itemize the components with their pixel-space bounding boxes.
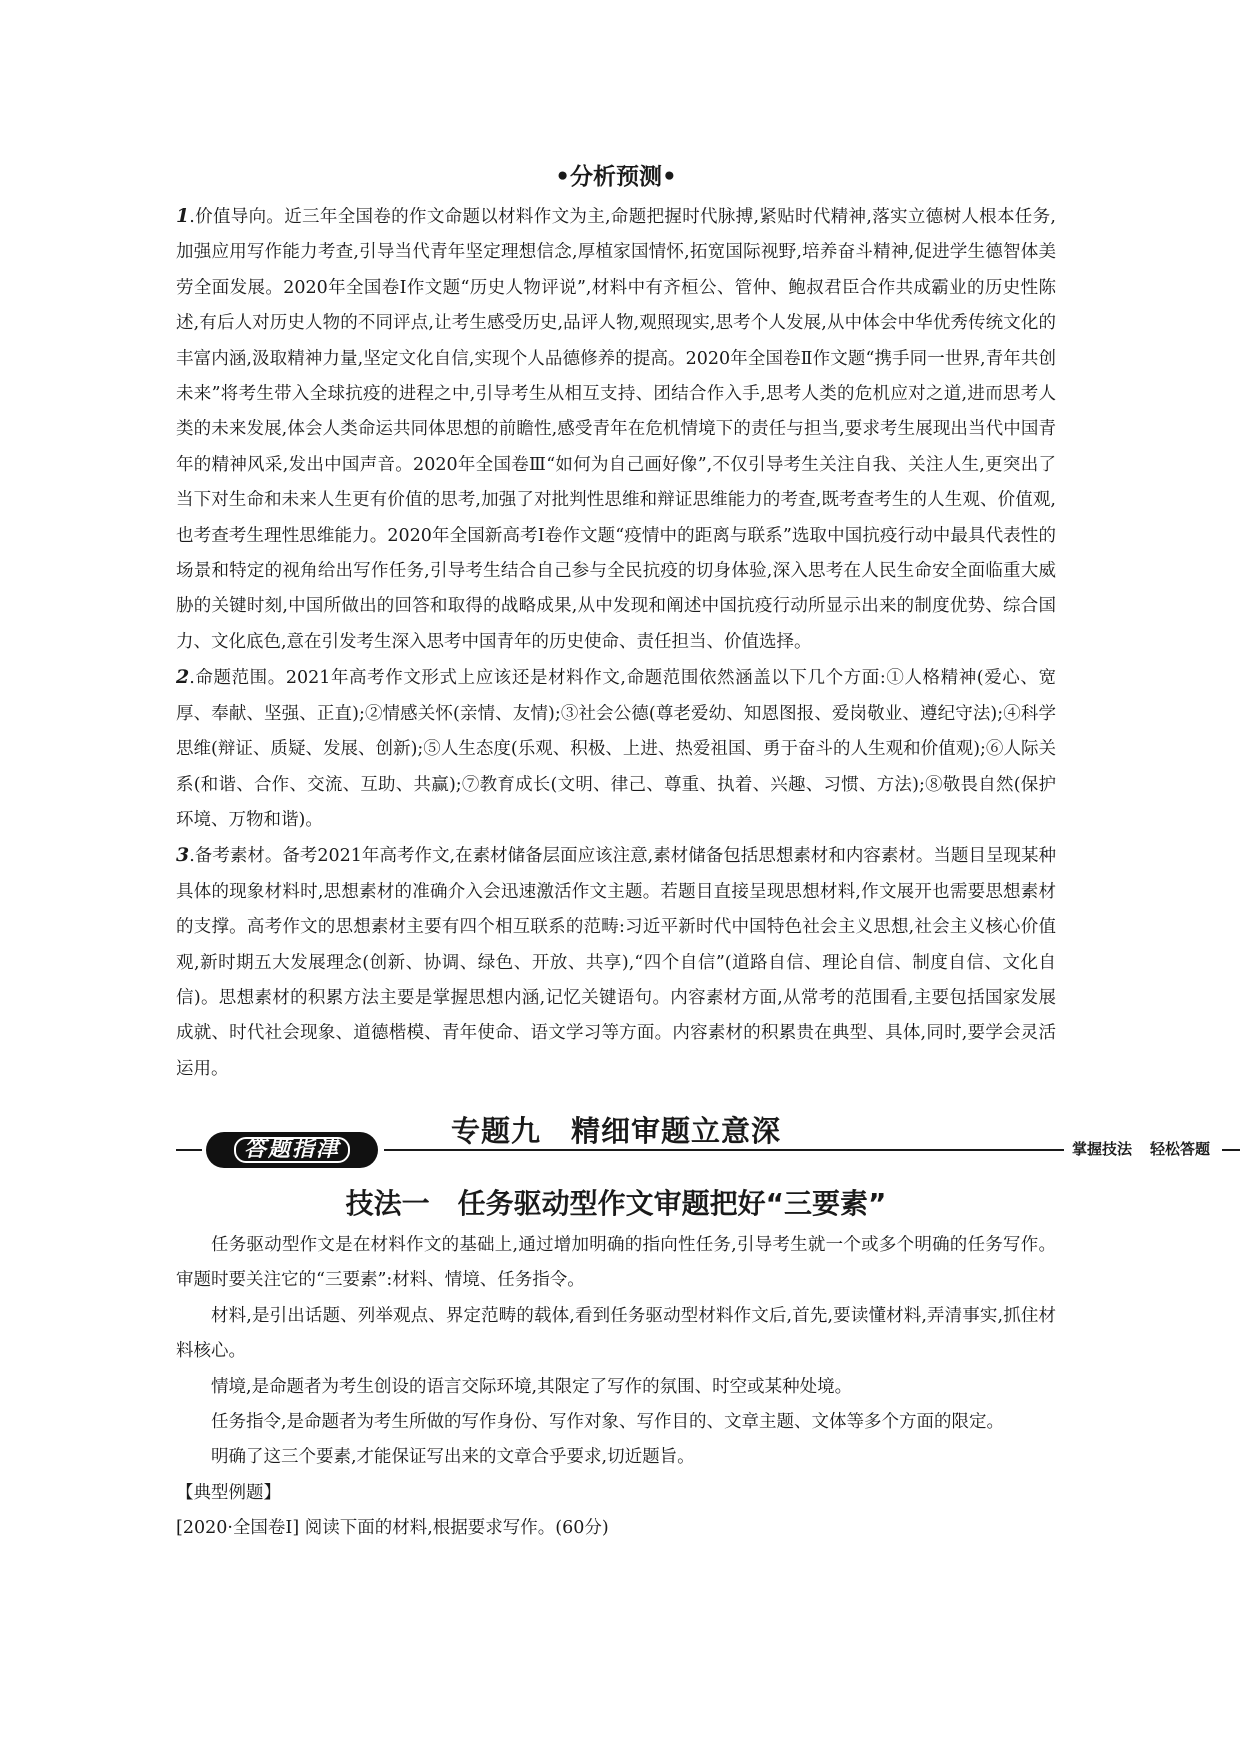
tagline-right: 轻松答题 [1150,1140,1211,1158]
analysis-title: •分析预测• [555,164,677,190]
item-number: 1 [176,205,190,227]
analysis-item-2 [176,660,1056,838]
badge-label: 答题指津 [234,1137,350,1163]
answer-guide-banner [176,1130,1226,1170]
answer-guide-badge [208,1134,376,1166]
item-number: 3 [176,844,190,867]
item-number: 2 [176,666,190,689]
banner-rule-right [1222,1149,1240,1151]
item-text: .备考素材。备考2021年高考作文,在素材储备层面应该注意,素材储备包括思想素材和内容素材。当题目呈现某种具体的现象材料时,思想素材的准确介入会迅速激活作文主题。若题目直接呈现思想材料,作文展开也需要思想素材的支撑。高考作文的思想素材主要有四个相互联系的范畴:习近平新时代中国特色社会主义思想,社会主义核心价值观,新时期五大发展理念(创新、协调、绿色、开放、共享),“四个自信”(道路自信、理论自信、制度自信、文化自信)。思想素材的积累方法主要是掌握思想内涵,记忆关键语句。内容素材方面,从常考的范围看,主要包括国家发展成就、时代社会现象、道德楷模、青年使命、语文学习等方面。内容素材的积累贵在典型、具体,同时,要学会灵活运用。 [176,846,1056,1079]
technique-section [176,1182,1056,1547]
technique-paragraph: 情境,是命题者为考生创设的语言交际环境,其限定了写作的氛围、时空或某种处境。 [211,1376,853,1397]
technique-title: 技法一 任务驱动型作文审题把好“三要素” [345,1187,887,1220]
banner-rule-left [176,1149,202,1151]
technique-paragraph: 材料,是引出话题、列举观点、界定范畴的载体,看到任务驱动型材料作文后,首先,要读懂材料,弄清事实,抓住材料核心。 [176,1305,1056,1362]
analysis-item-1 [176,199,1056,660]
analysis-section [176,150,1056,1160]
example-heading: 【典型例题】 [176,1482,281,1503]
topic-title: 专题九 精细审题立意深 [450,1114,781,1149]
technique-paragraph: 任务驱动型作文是在材料作文的基础上,通过增加明确的指向性任务,引导考生就一个或多个明确的任务写作。审题时要关注它的“三要素”:材料、情境、任务指令。 [176,1235,1056,1291]
item-text: .价值导向。近三年全国卷的作文命题以材料作文为主,命题把握时代脉搏,紧贴时代精神,落实立德树人根本任务,加强应用写作能力考查,引导当代青年坚定理想信念,厚植家国情怀,拓宽国际视野,培养奋斗精神,促进学生德智体美劳全面发展。2020年全国卷Ⅰ作文题“历史人物评说”,材料中有齐桓公、管仲、鲍叔君臣合作共成霸业的历史性陈述,有后人对历史人物的不同评点,让考生感受历史,品评人物,观照现实,思考个人发展,从中体会中华优秀传统文化的丰富内涵,汲取精神力量,坚定文化自信,实现个人品德修养的提高。2020年全国卷Ⅱ作文题“携手同一世界,青年共创未来”将考生带入全球抗疫的进程之中,引导考生从相互支持、团结合作入手,思考人类的危机应对之道,进而思考人类的未来发展,体会人类命运共同体思想的前瞻性,感受青年在危机情境下的责任与担当,要求考生展现出当代中国青年的精神风采,发出中国声音。2020年全国卷Ⅲ“如何为自己画好像”,不仅引导考生关注自我、关注人生,更突出了当下对生命和未来人生更有价值的思考,加强了对批判性思维和辩证思维能力的考查,既考查考生的人生观、价值观,也考查考生理性思维能力。2020年全国新高考Ⅰ卷作文题“疫情中的距离与联系”选取中国抗疫行动中最具代表性的场景和特定的视角给出写作任务,引导考生结合自己参与全民抗疫的切身体验,深入思考在人民生命安全面临重大威胁的关键时刻,中国所做出的回答和取得的战略成果,从中发现和阐述中国抗疫行动所显示出来的制度优势、综合国力、文化底色,意在引发考生深入思考中国青年的历史使命、责任担当、价值选择。 [176,207,1056,652]
item-text: .命题范围。2021年高考作文形式上应该还是材料作文,命题范围依然涵盖以下几个方面:①人格精神(爱心、宽厚、奉献、坚强、正直);②情感关怀(亲情、友情);③社会公德(尊老爱幼、知恩图报、爱岗敬业、遵纪守法);④科学思维(辩证、质疑、发展、创新);⑤人生态度(乐观、积极、上进、热爱祖国、勇于奋斗的人生观和价值观);⑥人际关系(和谐、合作、交流、互助、共赢);⑦教育成长(文明、律己、尊重、执着、兴趣、习惯、方法);⑧敬畏自然(保护环境、万物和谐)。 [176,668,1056,830]
analysis-item-3 [176,838,1056,1087]
banner-tagline [1072,1138,1228,1159]
technique-paragraph: 明确了这三个要素,才能保证写出来的文章合乎要求,切近题旨。 [211,1447,695,1468]
technique-paragraph: 任务指令,是命题者为考生所做的写作身份、写作对象、写作目的、文章主题、文体等多个方面的限定。 [211,1412,1005,1433]
tagline-left: 掌握技法 [1072,1140,1133,1158]
example-source: [2020·全国卷Ⅰ] 阅读下面的材料,根据要求写作。(60分) [176,1518,609,1539]
banner-rule-middle [384,1149,1064,1151]
